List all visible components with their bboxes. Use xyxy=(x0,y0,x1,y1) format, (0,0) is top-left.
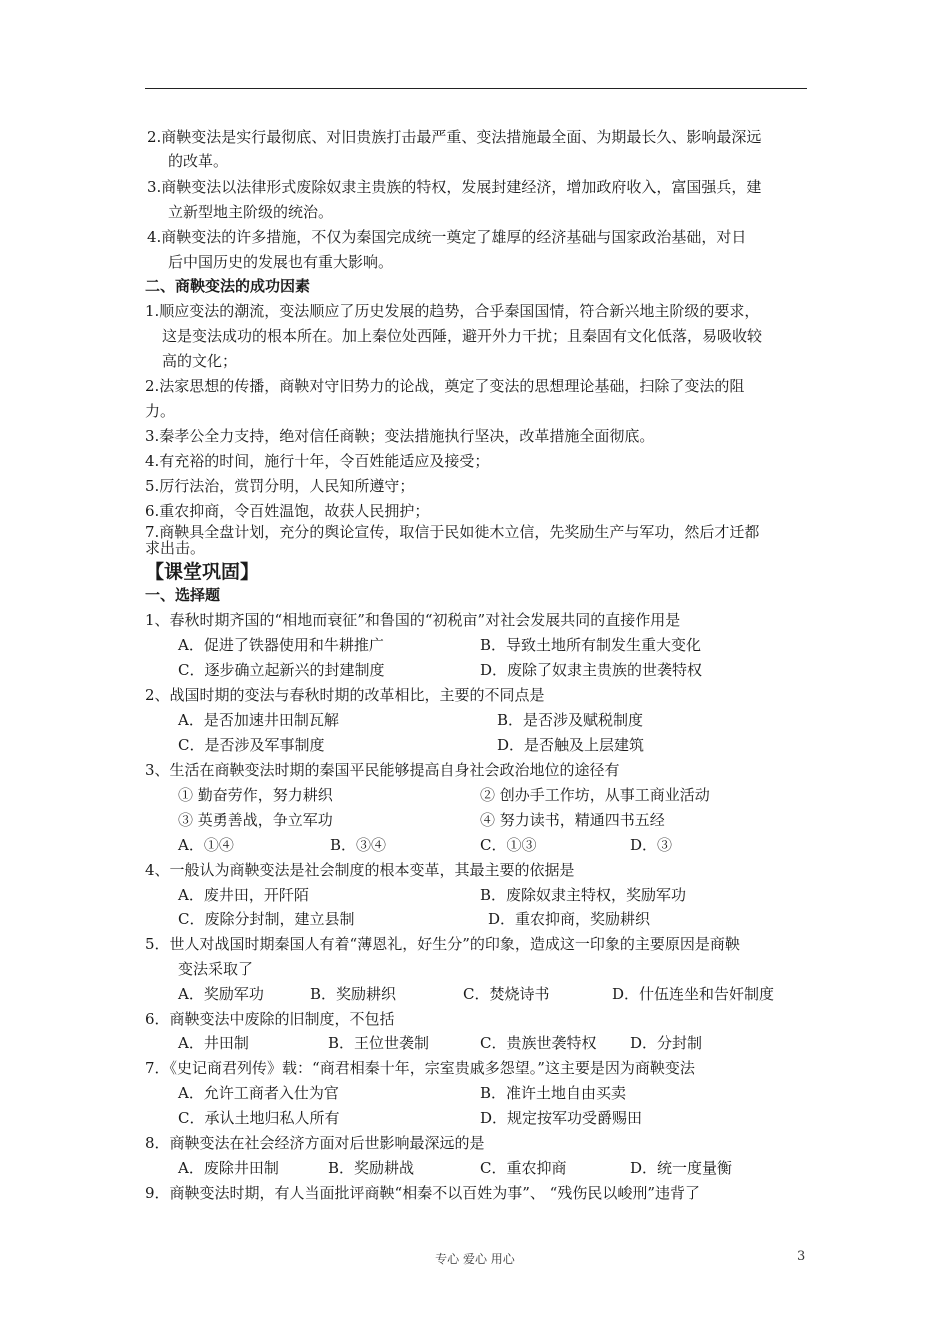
para-4-line-2: 后中国历史的发展也有重大影响。 xyxy=(168,253,394,271)
question-8-option-b: B．奖励耕战 xyxy=(328,1159,415,1177)
factor-7-line-2: 求出击。 xyxy=(145,539,206,557)
question-5-option-a: A．奖励军功 xyxy=(178,985,264,1003)
question-7: 7．《史记商君列传》载：“商君相秦十年，宗室贵戚多怨望。”这主要是因为商鞅变法 xyxy=(145,1059,695,1077)
question-3-option-a: A．①④ xyxy=(178,836,234,854)
question-5-option-d: D．什伍连坐和告奸制度 xyxy=(612,985,775,1003)
factor-5: 5.厉行法治，赏罚分明，人民知所遵守； xyxy=(145,477,415,495)
question-3: 3、生活在商鞅变法时期的秦国平民能够提高自身社会政治地位的途径有 xyxy=(145,761,620,779)
question-8: 8．商鞅变法在社会经济方面对后世影响最深远的是 xyxy=(145,1134,485,1152)
question-7-option-c: C．承认土地归私人所有 xyxy=(178,1109,340,1127)
question-4: 4、一般认为商鞅变法是社会制度的根本变革，其最主要的依据是 xyxy=(145,861,575,879)
question-3-item-3: ③ 英勇善战，争立军功 xyxy=(178,811,333,829)
question-1-option-a: A．促进了铁器使用和牛耕推广 xyxy=(178,636,384,654)
question-6-option-a: A．井田制 xyxy=(178,1034,249,1052)
factor-2-line-1: 2.法家思想的传播，商鞅对守旧势力的论战，奠定了变法的思想理论基础，扫除了变法的阻 xyxy=(145,377,745,395)
question-7-option-b: B．准许土地自由买卖 xyxy=(480,1084,627,1102)
page-footer-text: 专心 爱心 用心 xyxy=(435,1252,515,1266)
question-5-line-1: 5．世人对战国时期秦国人有着“薄恩礼，好生分”的印象，造成这一印象的主要原因是商鞅 xyxy=(145,935,740,953)
section-heading-success-factors: 二、商鞅变法的成功因素 xyxy=(145,277,311,295)
factor-4: 4.有充裕的时间，施行十年，令百姓能适应及接受； xyxy=(145,452,490,470)
question-8-option-c: C．重农抑商 xyxy=(480,1159,567,1177)
para-3-line-2: 立新型地主阶级的统治。 xyxy=(168,203,334,221)
factor-2-line-2: 力。 xyxy=(145,402,176,420)
question-8-option-d: D．统一度量衡 xyxy=(630,1159,733,1177)
question-7-option-d: D．规定按军功受爵赐田 xyxy=(480,1109,643,1127)
factor-3: 3.秦孝公全力支持，绝对信任商鞅；变法措施执行坚决，改革措施全面彻底。 xyxy=(145,427,655,445)
question-9: 9．商鞅变法时期，有人当面批评商鞅“相秦不以百姓为事”、 “残伤民以峻刑”违背了 xyxy=(145,1184,700,1202)
factor-7-line-1: 7.商鞅具全盘计划，充分的舆论宣传，取信于民如徙木立信，先奖励生产与军功，然后才迁都 xyxy=(145,523,760,541)
question-3-option-b: B．③④ xyxy=(330,836,387,854)
factor-1-line-2: 这是变法成功的根本所在。加上秦位处西陲，避开外力干扰；且秦固有文化低落，易吸收较 xyxy=(162,327,763,345)
header-rule xyxy=(145,88,807,89)
question-4-option-c: C．废除分封制，建立县制 xyxy=(178,910,355,928)
question-5-option-c: C．焚烧诗书 xyxy=(463,985,550,1003)
question-3-option-d: D．③ xyxy=(630,836,673,854)
para-4-line-1: 4.商鞅变法的许多措施，不仅为秦国完成统一奠定了雄厚的经济基础与国家政治基础，对日 xyxy=(147,228,747,246)
factor-1-line-3: 高的文化； xyxy=(162,352,238,370)
question-4-option-d: D．重农抑商，奖励耕织 xyxy=(488,910,651,928)
question-3-item-2: ② 创办手工作坊，从事工商业活动 xyxy=(480,786,710,804)
question-4-option-a: A．废井田，开阡陌 xyxy=(178,886,309,904)
question-2: 2、战国时期的变法与春秋时期的改革相比，主要的不同点是 xyxy=(145,686,545,704)
factor-6: 6.重农抑商，令百姓温饱，故获人民拥护； xyxy=(145,502,430,520)
question-6-option-d: D．分封制 xyxy=(630,1034,703,1052)
question-5-line-2: 变法采取了 xyxy=(178,960,254,978)
question-2-option-c: C．是否涉及军事制度 xyxy=(178,736,325,754)
question-1: 1、春秋时期齐国的“相地而衰征”和鲁国的“初税亩”对社会发展共同的直接作用是 xyxy=(145,611,681,629)
para-3-line-1: 3.商鞅变法以法律形式废除奴隶主贵族的特权，发展封建经济，增加政府收入，富国强兵，建 xyxy=(147,178,762,196)
question-3-item-1: ① 勤奋劳作，努力耕织 xyxy=(178,786,333,804)
question-6: 6．商鞅变法中废除的旧制度，不包括 xyxy=(145,1010,395,1028)
question-1-option-d: D．废除了奴隶主贵族的世袭特权 xyxy=(480,661,703,679)
question-2-option-d: D．是否触及上层建筑 xyxy=(497,736,645,754)
question-3-option-c: C．①③ xyxy=(480,836,537,854)
question-5-option-b: B．奖励耕织 xyxy=(310,985,397,1003)
question-1-option-c: C．逐步确立起新兴的封建制度 xyxy=(178,661,385,679)
question-6-option-b: B．王位世袭制 xyxy=(328,1034,430,1052)
question-4-option-b: B．废除奴隶主特权，奖励军功 xyxy=(480,886,687,904)
factor-1-line-1: 1.顺应变法的潮流，变法顺应了历史发展的趋势，合乎秦国国情，符合新兴地主阶级的要求， xyxy=(145,302,760,320)
para-2-line-2: 的改革。 xyxy=(168,152,229,170)
page-number: 3 xyxy=(797,1249,806,1264)
question-2-option-b: B．是否涉及赋税制度 xyxy=(497,711,644,729)
question-1-option-b: B．导致土地所有制发生重大变化 xyxy=(480,636,702,654)
heading-choice-questions: 一、选择题 xyxy=(145,586,221,604)
question-3-item-4: ④ 努力读书，精通四书五经 xyxy=(480,811,665,829)
question-7-option-a: A．允许工商者入仕为官 xyxy=(178,1084,339,1102)
heading-class-consolidation: 【课堂巩固】 xyxy=(145,561,260,583)
para-2-line-1: 2.商鞅变法是实行最彻底、对旧贵族打击最严重、变法措施最全面、为期最长久、影响最深远 xyxy=(147,128,762,146)
question-8-option-a: A．废除井田制 xyxy=(178,1159,279,1177)
question-2-option-a: A．是否加速井田制瓦解 xyxy=(178,711,339,729)
question-6-option-c: C．贵族世袭特权 xyxy=(480,1034,597,1052)
